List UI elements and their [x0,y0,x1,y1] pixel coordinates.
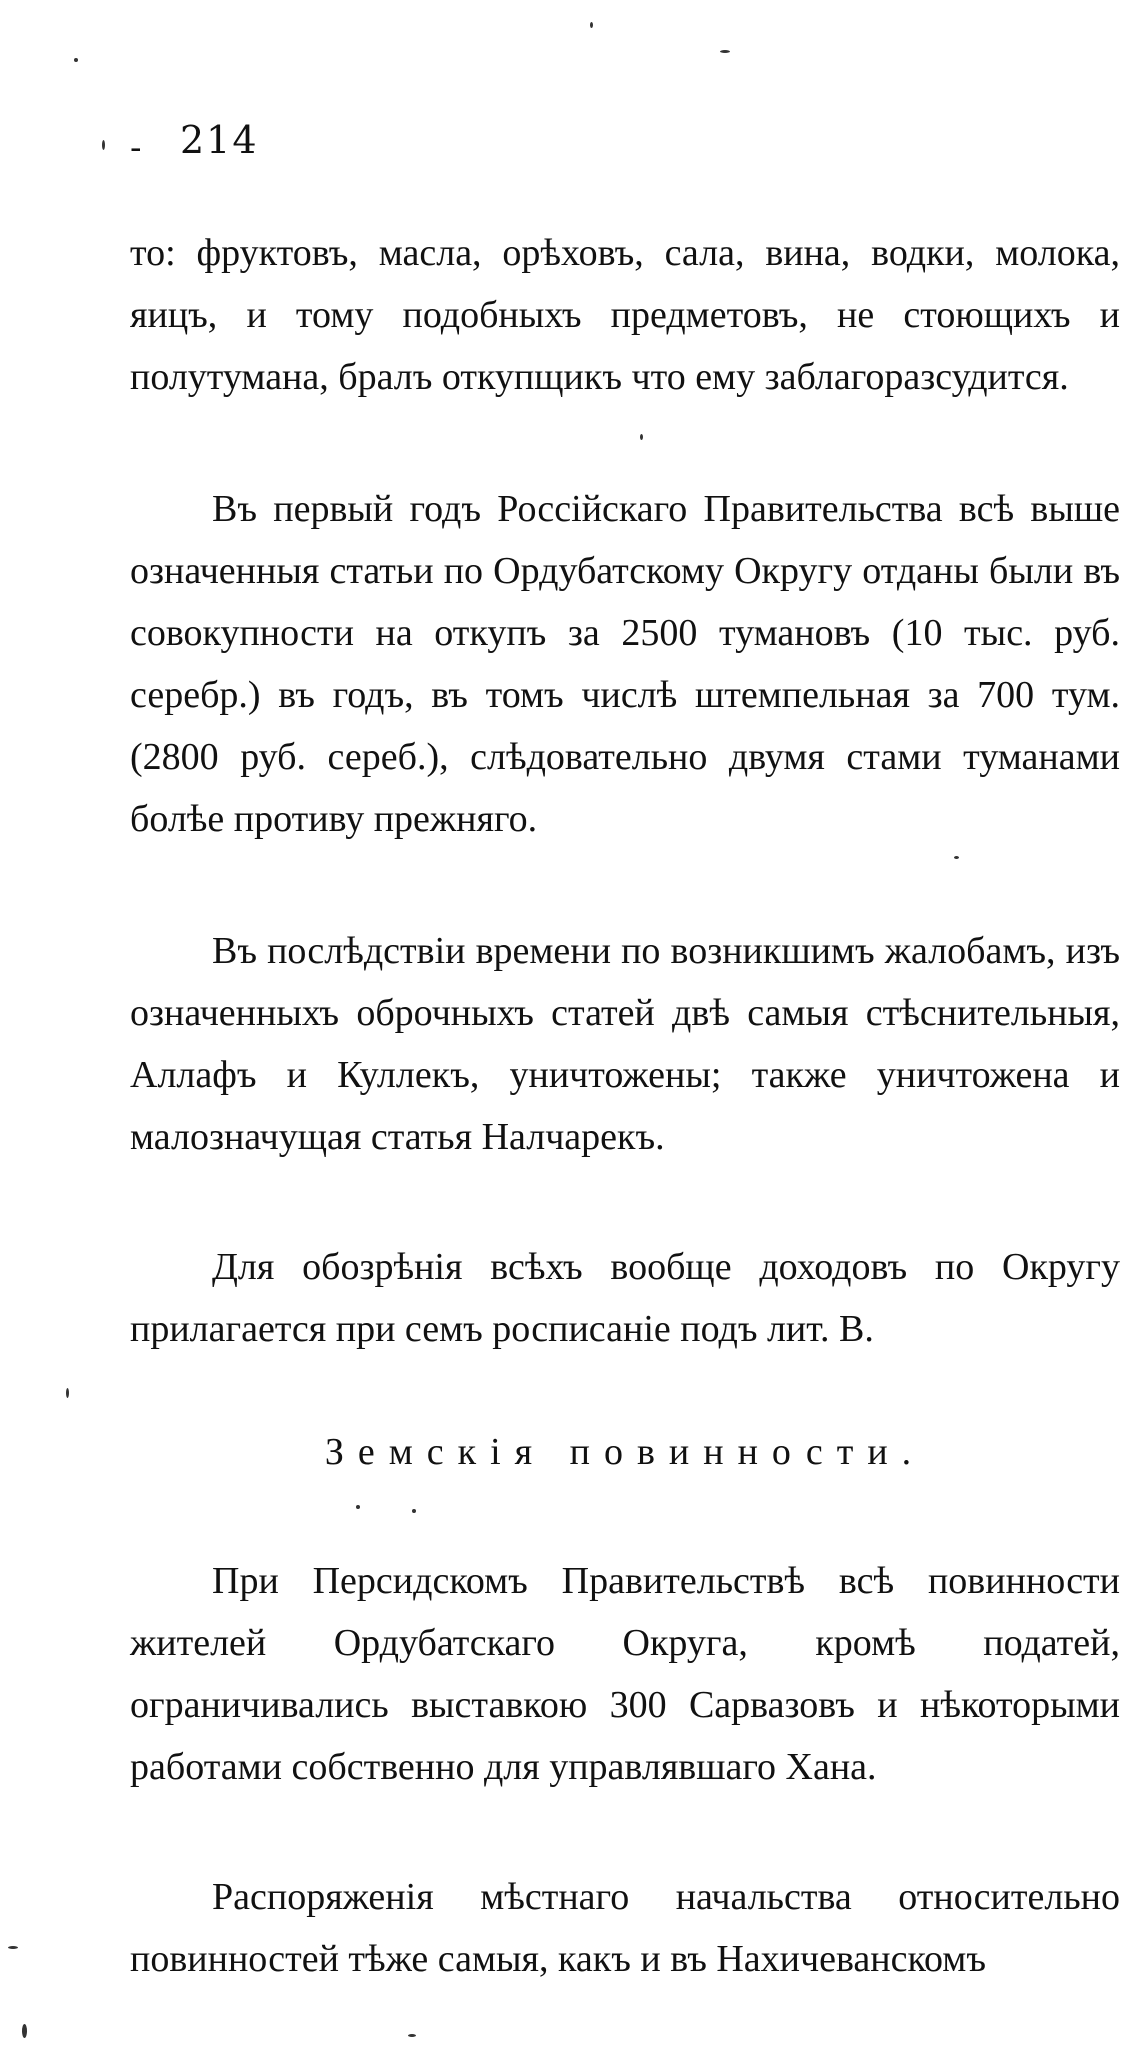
text-block-top [130,222,1120,408]
paragraph-complaints: Въ послѣдствіи времени по возникшимъ жалобамъ, изъ означенныхъ оброчныхъ статей двѣ самыя стѣснительныя, Аллафъ и Куллекъ, уничтожены; также уничтожена и малозначущая статья Налчарекъ. [130,930,1120,1158]
section-heading: Земскія повинности. [324,1431,926,1473]
scan-speck [640,434,643,440]
scan-speck [8,1946,18,1949]
scan-speck [408,2034,416,2037]
scan-speck [720,50,730,53]
paragraph-persian-duties: При Персидскомъ Правительствѣ всѣ повинности жителей Ордубатскаго Округа, кромѣ податей, ограничивались выставкою 300 Сарвазовъ и нѣкоторыми работами собственно для управлявшаго Хана. [130,1560,1120,1788]
text-block-6 [130,1866,1120,1990]
scan-speck [590,22,593,28]
scan-speck [356,1505,360,1509]
text-block-4 [130,1236,1120,1360]
paragraph-continuation: то: фруктовъ, масла, орѣховъ, сала, вина, водки, молока, яицъ, и тому подобныхъ предметовъ, не стоющихъ и полутумана, бралъ откупщикъ что ему заблагоразсудится. [130,232,1120,398]
scan-speck [412,1509,416,1513]
paragraph-local-orders: Распоряженія мѣстнаго начальства относительно повинностей тѣже самыя, какъ и въ Нахичеванскомъ [130,1876,1120,1980]
scan-speck [74,58,78,62]
scan-speck [66,1388,69,1398]
text-block-3 [130,920,1120,1168]
text-block-5 [130,1550,1120,1798]
scan-speck [954,856,959,859]
page-dash: - [130,128,142,168]
scan-speck [102,140,105,150]
text-block-2 [130,478,1120,850]
page-number: 214 [180,118,259,162]
scan-speck [22,2024,27,2038]
paragraph-first-year: Въ первый годъ Россійскаго Правительства всѣ выше означенныя статьи по Ордубатскому Округу отданы были въ совокупности на откупъ за 2500 тумановъ (10 тыс. руб. серебр.) въ годъ, въ томъ числѣ штемпельная за 700 тум. (2800 руб. сереб.), слѣдовательно двумя стами туманами болѣе противу прежняго. [130,488,1120,840]
paragraph-revenue-review: Для обозрѣнія всѣхъ вообще доходовъ по Округу прилагается при семъ росписаніе подъ лит. В. [130,1246,1120,1350]
